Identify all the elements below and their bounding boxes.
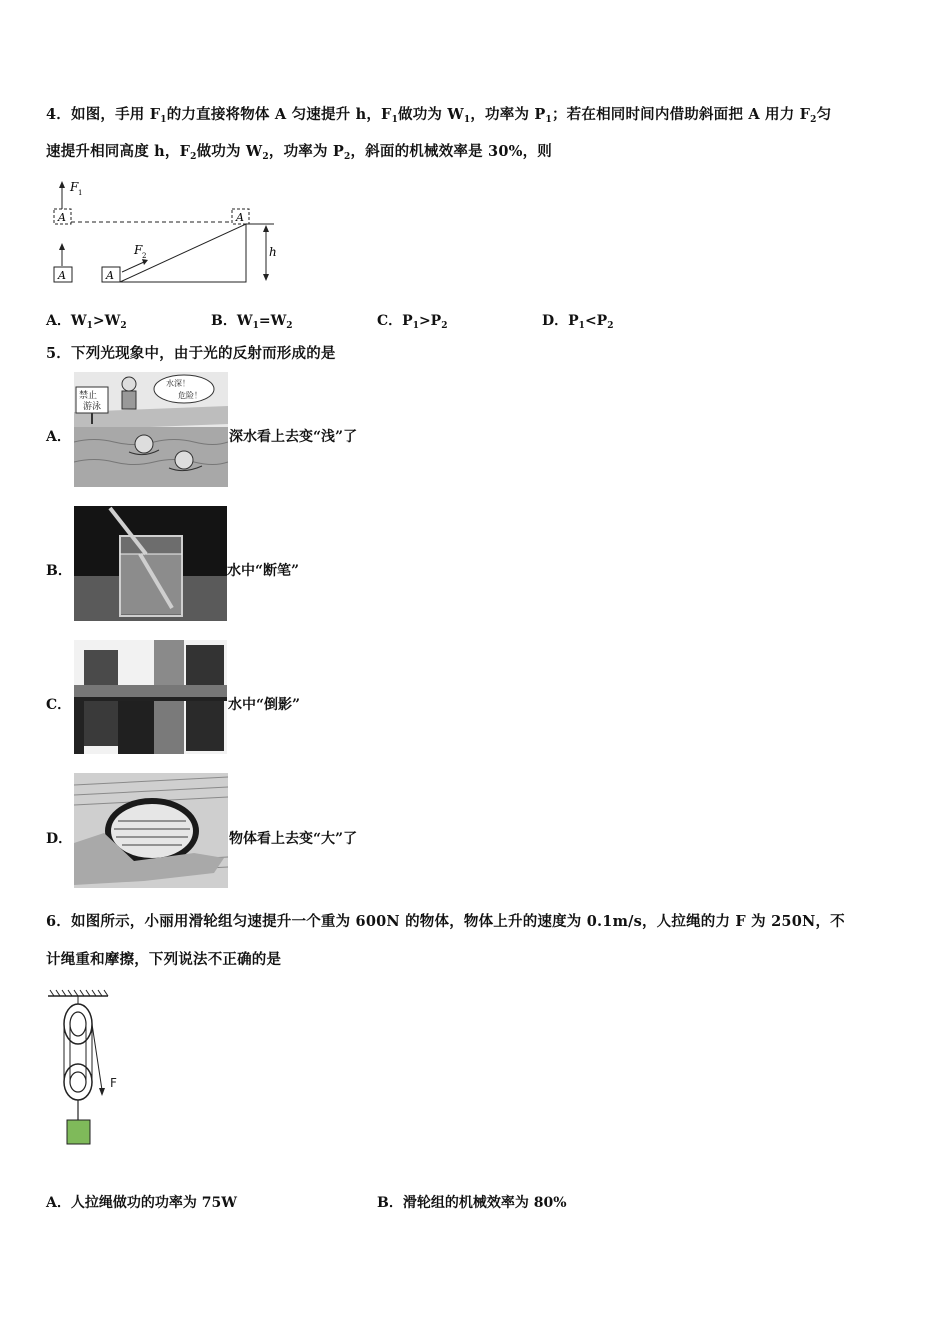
arrow-f1-icon [59, 181, 65, 188]
svg-text:A: A [58, 269, 66, 282]
q5-option-a-letter[interactable]: A． [46, 429, 71, 445]
q5-option-c-text: 水中“倒影” [228, 697, 301, 713]
q4-incline-figure [46, 176, 286, 288]
q4-option-a[interactable]: A．$W_1>W_2$ [46, 313, 127, 331]
svg-text:A: A [106, 269, 114, 282]
movable-pulley-inner [70, 1072, 86, 1092]
q5-option-c-letter[interactable]: C． [46, 697, 72, 713]
svg-text:F: F [70, 180, 79, 194]
arrow-up-icon [59, 243, 65, 250]
q5-option-d-text: 物体看上去变“大”了 [229, 831, 358, 847]
q6-line2: 计绳重和摩擦，下列说法不正确的是 [46, 951, 282, 968]
arrow-f-down-icon [99, 1088, 105, 1096]
movable-pulley-outer [64, 1064, 92, 1100]
svg-text:A: A [58, 211, 66, 224]
label-f: F [110, 1076, 117, 1090]
q5-option-b-letter[interactable]: B． [46, 563, 72, 579]
q4-option-d[interactable]: D．$P_1<P_2$ [542, 313, 614, 331]
q6-option-a[interactable]: A．人拉绳做功的功率为 75W [46, 1195, 237, 1211]
q5-option-b-text: 水中“断笔” [227, 563, 300, 579]
q6-pulley-figure [46, 986, 136, 1150]
bubble-line1: 水深！ [166, 379, 190, 388]
q6-line1: 6．如图所示，小丽用滑轮组匀速提升一个重为 600N 的物体，物体上升的速度为 0.1m/s，人拉绳的力 F 为 250N，不 [46, 913, 845, 930]
svg-text:F: F [134, 243, 143, 257]
q4-line2: 速提升相同高度 h，$F_2$做功为 $W_2$，功率为 $P_2$，斜面的机械效率是 30%，则 [46, 143, 553, 162]
dim-arrow-down-icon [263, 274, 269, 281]
q4-number: 4． [46, 106, 71, 123]
q5-option-b-image [74, 506, 227, 621]
q5-option-c-image [74, 640, 227, 754]
svg-text:1: 1 [78, 189, 83, 197]
q4-option-b[interactable]: B．$W_1=W_2$ [211, 313, 293, 331]
label-h: h [269, 245, 277, 259]
q5-option-a-image [74, 372, 228, 487]
q5-option-d-letter[interactable]: D． [46, 831, 73, 847]
bubble-line2: 危险！ [178, 391, 202, 400]
q5-option-d-image [74, 773, 228, 888]
svg-text:2: 2 [142, 252, 147, 260]
q4-option-c[interactable]: C．$P_1>P_2$ [377, 313, 448, 331]
svg-text:A: A [236, 211, 244, 224]
q5-stem: 5．下列光现象中，由于光的反射而形成的是 [46, 345, 336, 362]
fixed-pulley-inner [70, 1012, 86, 1036]
fixed-pulley-outer [64, 1004, 92, 1044]
q6-option-b[interactable]: B．滑轮组的机械效率为 80% [377, 1195, 567, 1211]
dim-arrow-up-icon [263, 225, 269, 232]
weight-block [67, 1120, 90, 1144]
q4-line1: 4．如图，手用 $F_1$的力直接将物体 A 匀速提升 h，$F_1$做功为 $W_1$，功率为 $P_1$；若在相同时间内借助斜面把 A 用力 $F_2$匀 [46, 106, 832, 125]
no-swim-sign-line1: 禁止 [79, 391, 98, 401]
no-swim-sign-line2: 游泳 [83, 402, 102, 412]
q5-option-a-text: 深水看上去变“浅”了 [229, 429, 358, 445]
